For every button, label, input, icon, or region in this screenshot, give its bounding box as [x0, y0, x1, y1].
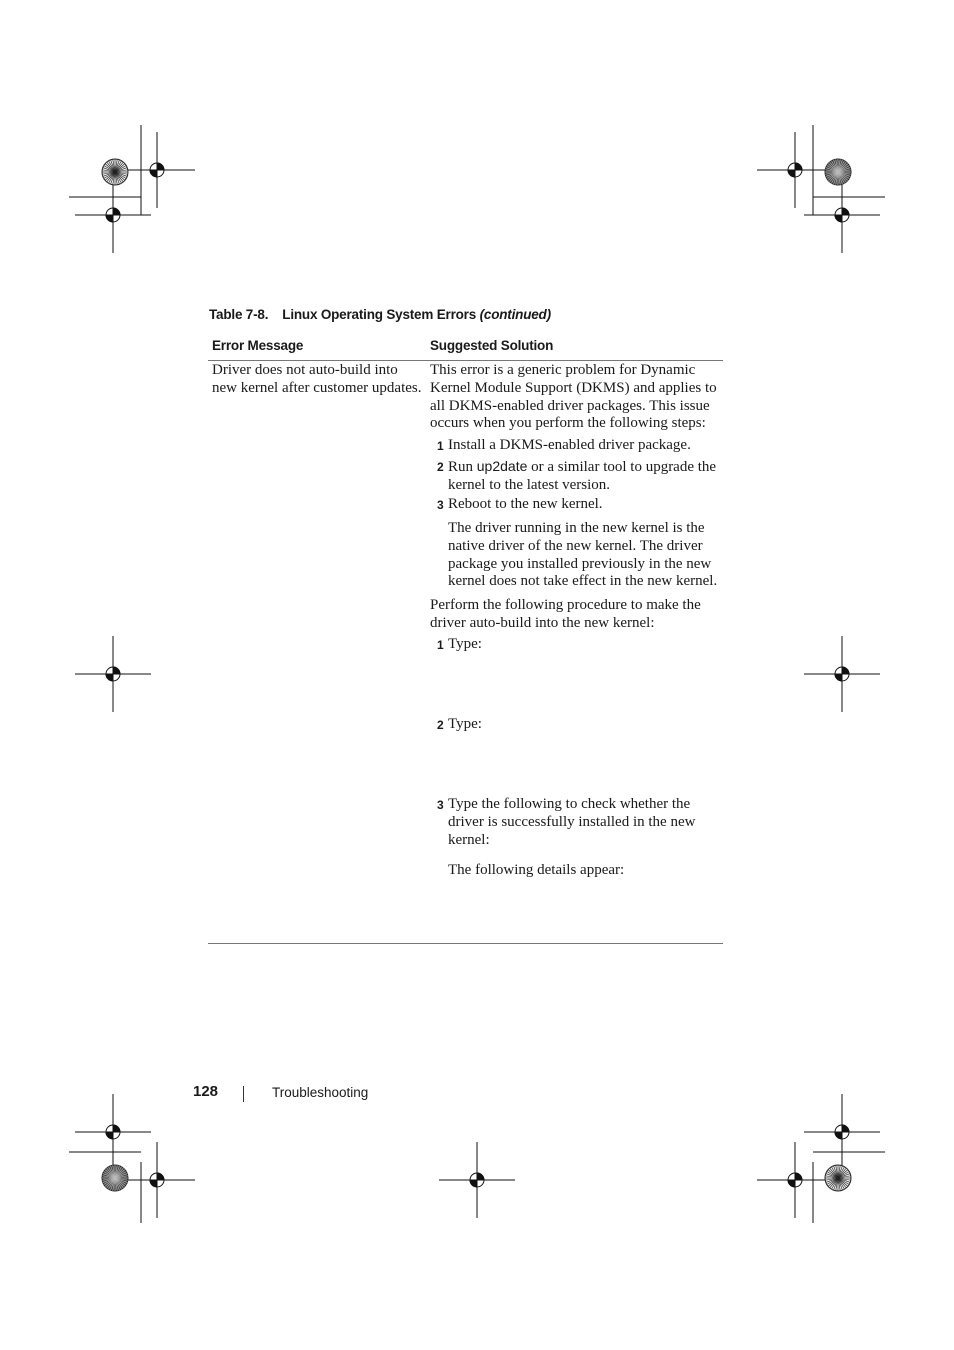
step-text-post: or a similar tool to upgrade the kernel to the latest version.	[448, 459, 717, 493]
table-bottom-rule	[208, 943, 723, 944]
crosshair-icon	[804, 1094, 880, 1170]
caption-title: Linux Operating System Errors	[282, 307, 477, 322]
step-text: Type:	[448, 716, 482, 732]
step-number: 1	[437, 439, 444, 453]
step-text-pre: Run	[448, 459, 477, 475]
crosshair-icon	[119, 1142, 195, 1218]
command-up2date: up2date	[476, 458, 528, 474]
starburst-target-icon	[825, 159, 851, 185]
step-number: 3	[437, 498, 444, 512]
step-number: 1	[437, 638, 444, 652]
step-a-3	[437, 496, 723, 514]
starburst-target-icon	[825, 1165, 851, 1191]
step-number: 2	[437, 718, 444, 732]
footer-section-title: Troubleshooting	[272, 1085, 369, 1100]
step-b-1	[437, 636, 723, 654]
crosshair-icon	[804, 636, 880, 712]
crosshair-icon	[75, 1094, 151, 1170]
footer-separator	[243, 1086, 244, 1102]
step-a-1	[437, 437, 723, 455]
starburst-target-icon	[102, 159, 128, 185]
driver-note: The driver running in the new kernel is the native driver of the new kernel. The driver package you installed previously in the new kernel does not take effect in the new kernel.	[448, 520, 718, 590]
crosshair-icon	[804, 177, 880, 253]
crosshair-icon	[439, 1142, 515, 1218]
error-message-cell: Driver does not auto-build into new kernel after customer updates.	[212, 362, 422, 396]
step-text: Install a DKMS-enabled driver package.	[448, 437, 691, 453]
column-header-suggested-solution: Suggested Solution	[430, 338, 554, 353]
details-text: The following details appear:	[448, 862, 625, 878]
crosshair-icon	[757, 1142, 833, 1218]
step-text: Type:	[448, 636, 482, 652]
table-caption	[209, 307, 551, 322]
crosshair-icon	[75, 177, 151, 253]
caption-continued: (continued)	[479, 307, 551, 322]
solution-intro: This error is a generic problem for Dynamic Kernel Module Support (DKMS) and applies to all DKMS-enabled driver packages. This issue occurs when you perform the following steps:	[430, 362, 717, 432]
caption-label: Table 7-8.	[209, 307, 269, 322]
header-rule	[208, 360, 723, 361]
step-a-2	[437, 458, 723, 495]
step-text: Reboot to the new kernel.	[448, 496, 603, 512]
step-number: 2	[437, 460, 444, 474]
step-b-3	[437, 796, 723, 849]
step-b-2	[437, 716, 723, 734]
starburst-target-icon	[102, 1165, 128, 1191]
step-text	[448, 458, 723, 495]
step-text: Type the following to check whether the driver is successfully installed in the new kernel:	[448, 796, 696, 848]
crosshair-icon	[75, 636, 151, 712]
procedure-intro: Perform the following procedure to make the driver auto-build into the new kernel:	[430, 597, 701, 631]
column-header-error-message: Error Message	[212, 338, 304, 353]
page-number: 128	[193, 1083, 219, 1100]
step-number: 3	[437, 798, 444, 812]
